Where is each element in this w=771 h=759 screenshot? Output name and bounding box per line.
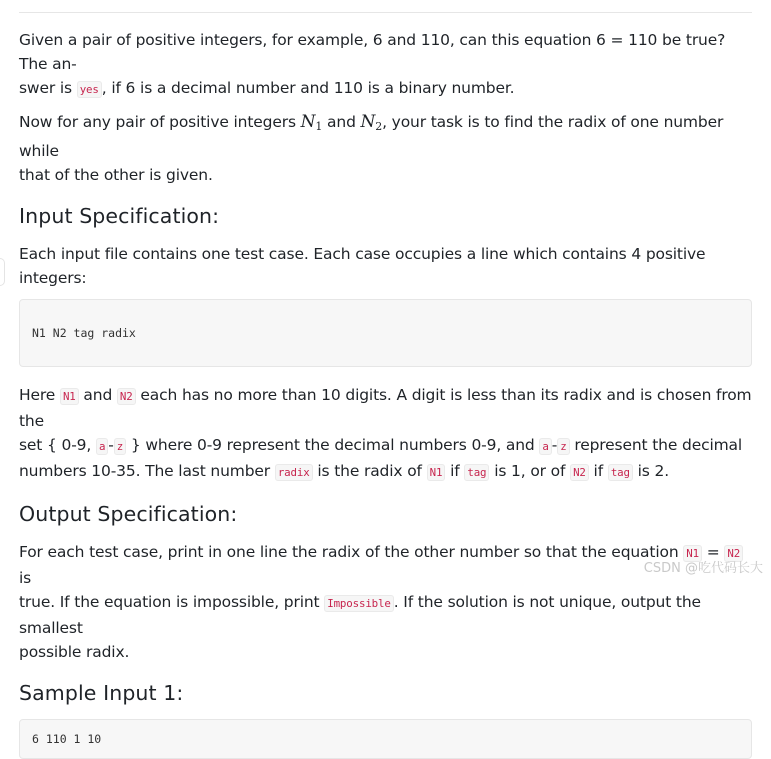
input-spec-details: Here N1 and N2 each has no more than 10 digits. A digit is less than its radix and is chosen from the set { 0-9, a - z } where 0-9 represent the decimal numbers 0-9, and a - z represent the decimal numbers 10-35. The last number radix is the radix of N1 if tag is 1, or of N2 if tag is 2.	[19, 386, 752, 480]
inline-code: tag	[464, 464, 489, 481]
inline-code: Impossible	[324, 595, 394, 612]
inline-code: N1	[60, 388, 79, 405]
inline-code: a	[539, 438, 551, 455]
intro-text: Given a pair of positive integers, for example, 6 and 110, can this equation 6 = 110 be true? The an-	[19, 31, 726, 73]
inline-code: N2	[117, 388, 136, 405]
side-handle[interactable]	[0, 258, 5, 286]
inline-code: a	[96, 438, 108, 455]
inline-code: yes	[77, 81, 102, 98]
inline-code: N2	[570, 464, 589, 481]
code-text: 6 110 1 10	[32, 732, 102, 746]
intro-paragraph-2	[19, 110, 754, 187]
intro-text: , if 6 is a decimal number and 110 is a binary number.	[101, 79, 515, 97]
output-spec-details: For each test case, print in one line the radix of the other number so that the equation N1 = N2 is true. If the equation is impossible, print Impossible . If the solution is not unique, output the smallest possible radix.	[19, 540, 754, 664]
intro-paragraph-1	[19, 28, 754, 102]
math-n1: $N_1$	[300, 112, 323, 133]
top-divider	[19, 12, 752, 13]
code-text: N1 N2 tag radix	[32, 326, 136, 340]
sample-input-heading: Sample Input 1:	[19, 681, 184, 705]
intro-text: and	[322, 113, 361, 131]
inline-code: z	[557, 438, 569, 455]
inline-code: radix	[275, 464, 313, 481]
intro-text: swer is	[19, 79, 77, 97]
input-spec-heading: Input Specification:	[19, 204, 220, 228]
sample-input-code-block[interactable]	[19, 719, 752, 759]
intro-text: , your task is to find the radix of one number while	[19, 113, 724, 160]
inline-code: N2	[724, 545, 743, 562]
inline-code: z	[114, 438, 126, 455]
problem-content	[19, 28, 754, 759]
intro-text: that of the other is given.	[19, 166, 213, 184]
intro-text: Now for any pair of positive integers	[19, 113, 301, 131]
math-n2: $N_2$	[360, 112, 383, 133]
inline-code: N1	[427, 464, 446, 481]
csdn-watermark: CSDN @吃代码长大	[643, 561, 763, 576]
input-format-code-block[interactable]	[19, 299, 752, 367]
inline-code: N1	[683, 545, 702, 562]
output-spec-heading: Output Specification:	[19, 502, 238, 526]
inline-code: tag	[608, 464, 633, 481]
input-spec-desc: Each input file contains one test case. Each case occupies a line which contains 4 positive integers:	[19, 245, 706, 287]
